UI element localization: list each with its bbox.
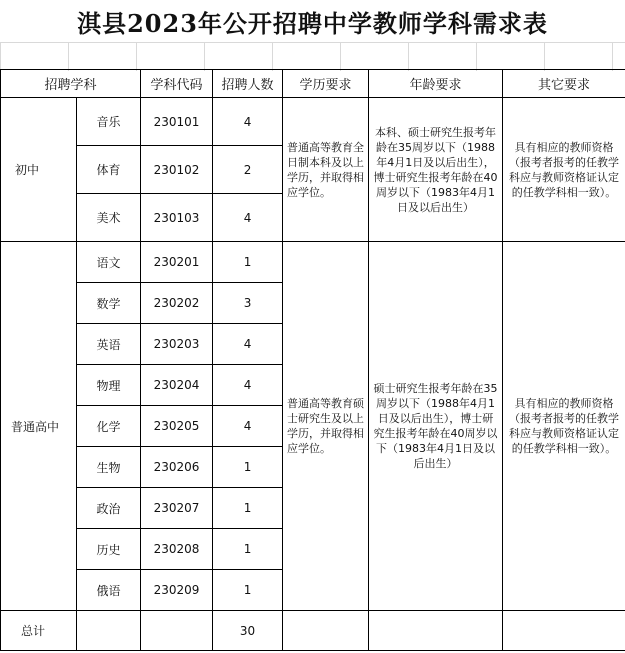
count-cell: 4 <box>213 365 283 406</box>
subject-cell: 数学 <box>77 283 141 324</box>
junior-age: 本科、硕士研究生报考年龄在35周岁以下（1988年4月1日及以后出生），博士研究生报考年龄在40周岁以下（1983年4月1日及以后出生） <box>369 98 503 242</box>
subject-cell: 政治 <box>77 488 141 529</box>
junior-other: 具有相应的教师资格（报考者报考的任教学科应与教师资格证认定的任教学科相一致）。 <box>503 98 625 242</box>
header-row <box>1 70 625 98</box>
senior-education: 普通高等教育硕士研究生及以上学历，并取得相应学位。 <box>283 242 369 611</box>
empty-cell <box>369 611 503 651</box>
total-count: 30 <box>213 611 283 651</box>
code-cell: 230206 <box>141 447 213 488</box>
subject-cell: 历史 <box>77 529 141 570</box>
subject-cell: 美术 <box>77 194 141 242</box>
header-subject: 招聘学科 <box>1 70 141 98</box>
count-cell: 4 <box>213 324 283 365</box>
count-cell: 4 <box>213 194 283 242</box>
senior-age: 硕士研究生报考年龄在35周岁以下（1988年4月1日及以后出生），博士研究生报考年龄在40周岁以下（1983年4月1日及以后出生） <box>369 242 503 611</box>
header-other: 其它要求 <box>503 70 625 98</box>
table-row <box>1 242 625 283</box>
count-cell: 2 <box>213 146 283 194</box>
subject-cell: 体育 <box>77 146 141 194</box>
code-cell: 230203 <box>141 324 213 365</box>
count-cell: 4 <box>213 406 283 447</box>
header-education: 学历要求 <box>283 70 369 98</box>
count-cell: 1 <box>213 488 283 529</box>
subject-cell: 物理 <box>77 365 141 406</box>
subject-cell: 语文 <box>77 242 141 283</box>
category-junior: 初中 <box>1 98 77 242</box>
total-row <box>1 611 625 651</box>
spreadsheet-grid-row <box>0 42 625 71</box>
subject-cell: 生物 <box>77 447 141 488</box>
code-cell: 230205 <box>141 406 213 447</box>
subject-cell: 音乐 <box>77 98 141 146</box>
empty-cell <box>141 611 213 651</box>
empty-cell <box>503 611 625 651</box>
senior-other: 具有相应的教师资格（报考者报考的任教学科应与教师资格证认定的任教学科相一致）。 <box>503 242 625 611</box>
count-cell: 4 <box>213 98 283 146</box>
subject-cell: 英语 <box>77 324 141 365</box>
code-cell: 230102 <box>141 146 213 194</box>
count-cell: 1 <box>213 529 283 570</box>
category-senior: 普通高中 <box>1 242 77 611</box>
total-label: 总计 <box>1 611 77 651</box>
subject-demand-table <box>0 69 625 651</box>
count-cell: 1 <box>213 570 283 611</box>
junior-education: 普通高等教育全日制本科及以上学历，并取得相应学位。 <box>283 98 369 242</box>
header-age: 年龄要求 <box>369 70 503 98</box>
count-cell: 1 <box>213 242 283 283</box>
code-cell: 230103 <box>141 194 213 242</box>
count-cell: 3 <box>213 283 283 324</box>
code-cell: 230207 <box>141 488 213 529</box>
empty-cell <box>77 611 141 651</box>
code-cell: 230202 <box>141 283 213 324</box>
table-row <box>1 98 625 146</box>
code-cell: 230204 <box>141 365 213 406</box>
code-cell: 230209 <box>141 570 213 611</box>
header-code: 学科代码 <box>141 70 213 98</box>
page-title: 淇县2023年公开招聘中学教师学科需求表 <box>77 8 548 38</box>
subject-cell: 化学 <box>77 406 141 447</box>
code-cell: 230201 <box>141 242 213 283</box>
count-cell: 1 <box>213 447 283 488</box>
code-cell: 230208 <box>141 529 213 570</box>
empty-cell <box>283 611 369 651</box>
subject-cell: 俄语 <box>77 570 141 611</box>
code-cell: 230101 <box>141 98 213 146</box>
header-count: 招聘人数 <box>213 70 283 98</box>
